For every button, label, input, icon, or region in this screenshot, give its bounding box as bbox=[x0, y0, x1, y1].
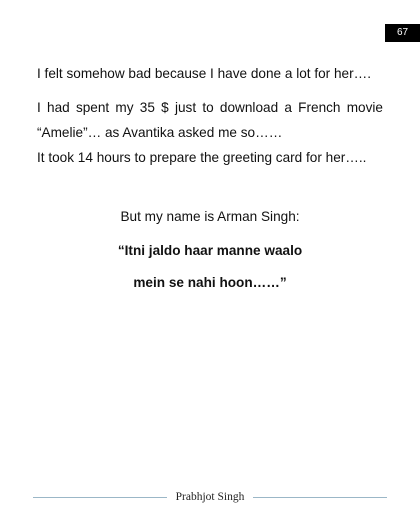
footer-author: Prabhjot Singh bbox=[175, 491, 245, 503]
page-number: 67 bbox=[385, 24, 420, 42]
paragraph-greeting-card: It took 14 hours to prepare the greeting card for her….. bbox=[37, 150, 367, 165]
paragraph-spent-money: I had spent my 35 $ just to download a French movie “Amelie”… as Avantika asked me so…… bbox=[37, 100, 383, 140]
footer-divider-right bbox=[253, 497, 387, 498]
footer-divider-left bbox=[33, 497, 167, 498]
intro-line: But my name is Arman Singh: bbox=[120, 209, 300, 224]
paragraph-felt-bad: I felt somehow bad because I have done a lot for her…. bbox=[37, 66, 372, 81]
quote-line-2: mein se nahi hoon……” bbox=[133, 275, 287, 290]
quote-line-1: “Itni jaldo haar manne waalo bbox=[117, 243, 303, 258]
